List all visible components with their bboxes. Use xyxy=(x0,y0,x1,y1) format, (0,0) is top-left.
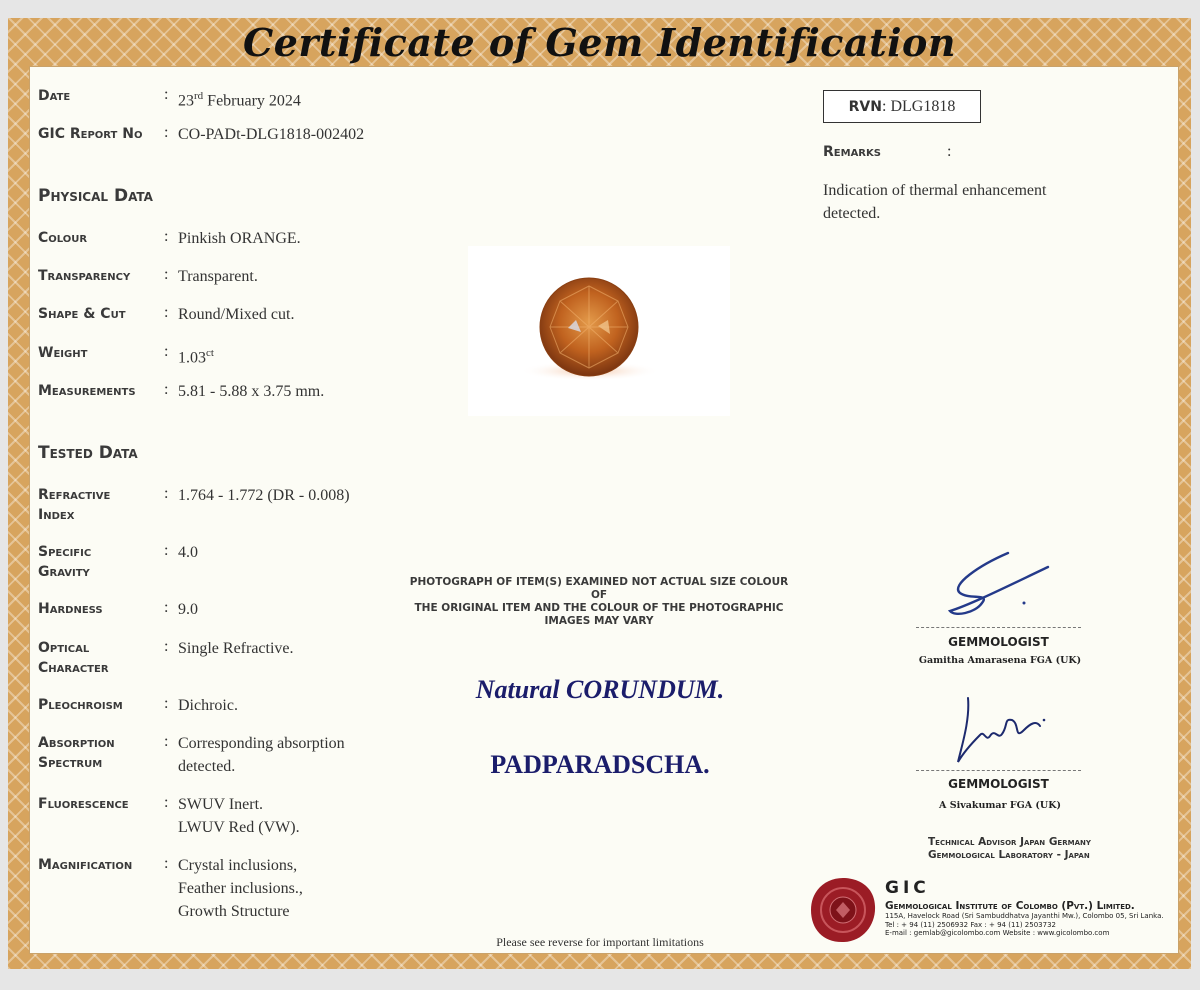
weight-label: Weight xyxy=(38,345,88,361)
gem-stone-image xyxy=(468,246,730,416)
rvn-box: RVN: DLG1818 xyxy=(823,90,981,123)
institute-name: Gemmological Institute of Colombo (Pvt.) Limited. xyxy=(885,900,1135,912)
footer-note: Please see reverse for important limitations xyxy=(496,935,704,949)
colon: : xyxy=(164,228,169,245)
absorption-spectrum-value: Corresponding absorption detected. xyxy=(178,735,345,775)
magnification-value: Crystal inclusions, Feather inclusions., Growth Structure xyxy=(178,857,303,920)
rvn-value: DLG1818 xyxy=(890,98,956,115)
date-label: Date xyxy=(38,88,71,104)
optical-character-label: Optical Character xyxy=(38,640,109,676)
pleochroism-value: Dichroic. xyxy=(178,697,238,714)
colon: : xyxy=(164,794,169,811)
technical-advisor: Technical Advisor Japan Germany Gemmological Laboratory - Japan xyxy=(928,836,1091,861)
gemmologist-name-2: A Sivakumar FGA (UK) xyxy=(939,800,1061,811)
specific-gravity-value: 4.0 xyxy=(178,544,198,561)
signature-line-1 xyxy=(916,627,1081,628)
weight-value: $1.03^{ct}$ xyxy=(178,347,214,367)
remarks-label: Remarks xyxy=(823,144,881,160)
institute-address: 115A, Havelock Road (Sri Sambuddhatva Jayanthi Mw.), Colombo 05, Sri Lanka. xyxy=(885,912,1164,920)
pleochroism-label: Pleochroism xyxy=(38,697,123,713)
institute-abbr: GIC xyxy=(885,878,930,898)
institute-tel: Tel : + 94 (11) 2506932 Fax : + 94 (11) 2503732 xyxy=(885,921,1056,929)
colon: : xyxy=(164,266,169,283)
gemmologist-title-1: GEMMOLOGIST xyxy=(948,635,1049,649)
shape-cut-value: Round/Mixed cut. xyxy=(178,306,295,323)
signature-line-2 xyxy=(916,770,1081,771)
signature-1 xyxy=(930,545,1070,625)
magnification-label: Magnification xyxy=(38,857,133,873)
colour-label: Colour xyxy=(38,230,88,246)
shape-cut-label: Shape & Cut xyxy=(38,306,126,322)
species-identification: Natural CORUNDUM. xyxy=(475,675,725,704)
optical-character-value: Single Refractive. xyxy=(178,640,294,657)
fluorescence-label: Fluorescence xyxy=(38,796,129,812)
specific-gravity-label: Specific Gravity xyxy=(38,544,92,580)
photo-caption: PHOTOGRAPH OF ITEM(S) EXAMINED NOT ACTUAL SIZE COLOUR OF THE ORIGINAL ITEM AND THE COLOUR OF THE PHOTOGRAPHIC IMAGES MAY VARY xyxy=(409,576,789,627)
hardness-value: 9.0 xyxy=(178,601,198,618)
colon: : xyxy=(164,542,169,559)
institute-contact: E-mail : gemlab@gicolombo.com Website : www.gicolombo.com xyxy=(885,929,1110,937)
physical-data-heading: Physical Data xyxy=(38,186,153,206)
colour-value: Pinkish ORANGE. xyxy=(178,230,301,247)
variety-identification: PADPARADSCHA. xyxy=(490,750,710,779)
transparency-value: Transparent. xyxy=(178,268,258,285)
colon: : xyxy=(164,86,169,103)
colon: : xyxy=(947,143,952,160)
colon: : xyxy=(164,733,169,750)
gem-photo xyxy=(468,246,730,416)
refractive-index-label: Refractive Index xyxy=(38,487,111,523)
wax-seal-icon xyxy=(808,876,878,944)
colon: : xyxy=(164,485,169,502)
refractive-index-value: 1.764 - 1.772 (DR - 0.008) xyxy=(178,487,350,504)
colon: : xyxy=(164,599,169,616)
measurements-label: Measurements xyxy=(38,383,136,399)
fluorescence-value: SWUV Inert. LWUV Red (VW). xyxy=(178,796,300,836)
report-value: CO-PADt-DLG1818-002402 xyxy=(178,126,365,143)
tested-data-heading: Tested Data xyxy=(38,443,138,463)
measurements-value: 5.81 - 5.88 x 3.75 mm. xyxy=(178,383,325,400)
colon: : xyxy=(164,638,169,655)
gemmologist-title-2: GEMMOLOGIST xyxy=(948,777,1049,791)
date-value: 23rd February 2024 xyxy=(178,90,301,110)
colon: : xyxy=(164,695,169,712)
colon: : xyxy=(164,855,169,872)
colon: : xyxy=(164,381,169,398)
transparency-label: Transparency xyxy=(38,268,131,284)
hardness-label: Hardness xyxy=(38,601,103,617)
colon: : xyxy=(164,304,169,321)
signature-2 xyxy=(940,690,1060,770)
colon: : xyxy=(164,124,169,141)
gemmologist-name-1: Gamitha Amarasena FGA (UK) xyxy=(918,655,1082,666)
absorption-spectrum-label: Absorption Spectrum xyxy=(38,735,115,771)
remarks-text: Indication of thermal enhancement detected. xyxy=(823,182,1047,222)
colon: : xyxy=(164,343,169,360)
certificate-title: Certificate of Gem Identification xyxy=(242,20,957,65)
report-label: GIC Report No xyxy=(38,126,143,142)
rvn-label: RVN xyxy=(848,99,882,115)
